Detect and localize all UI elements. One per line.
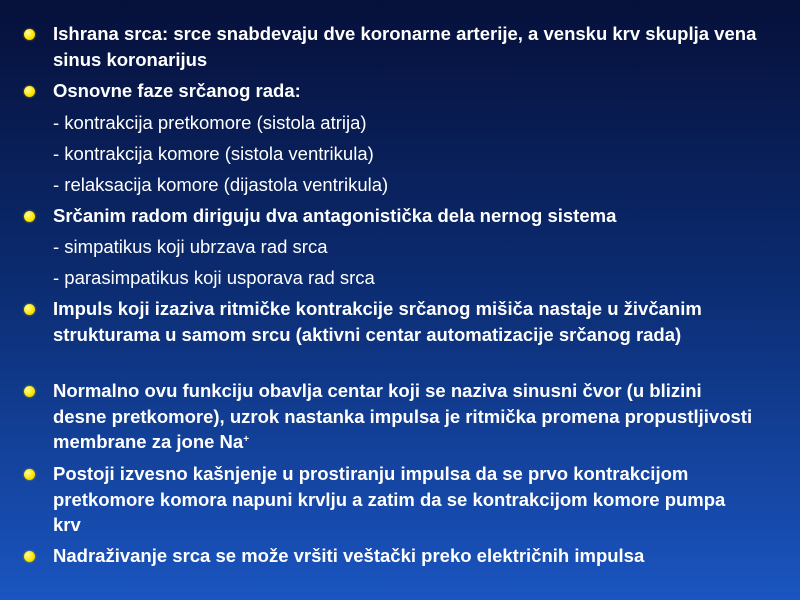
bullet-dot-icon [24,304,35,315]
bullet-dot-icon [24,551,35,562]
bullet-dot-icon [24,211,35,222]
bullet-dot-icon [24,29,35,40]
item-text: Srčanim radom diriguju dva antagonistička dela nernog sistema [53,205,617,226]
item-text: Osnovne faze srčanog rada: [53,80,301,101]
item-text: - kontrakcija pretkomore (sistola atrija) [53,112,367,133]
superscript-plus: + [243,434,250,445]
item-text: Ishrana srca: srce snabdevaju dve koronarne arterije, a vensku krv skuplja vena sinus koronarijus [53,23,757,70]
bullet-dot-icon [24,386,35,397]
item-text: - relaksacija komore (dijastola ventrikula) [53,174,389,195]
item-text: - kontrakcija komore (sistola ventrikula) [53,143,374,164]
item-text: Impuls koji izaziva ritmičke kontrakcije srčanog mišiča nastaje u živčanim strukturama u samom srcu (aktivni centar automatizacije srčanog rada) [53,298,702,345]
item-text: Postoji izvesno kašnjenje u prostiranju impulsa da se prvo kontrakcijom pretkomore komora napuni krvlju a zatim da se kontrakcijom komore pumpa krv [53,463,726,535]
item-text-main: Normalno ovu funkciju obavlja centar koji se naziva sinusni čvor (u blizini desne pretkomore), uzrok nastanka impulsa je ritmička promena propustljivosti membrane za jone Na [53,380,753,452]
item-text: Nadraživanje srca se može vršiti veštački preko električnih impulsa [53,545,645,566]
item-text [53,378,758,455]
item-text: - parasimpatikus koji usporava rad srca [53,267,375,288]
bullet-dot-icon [24,469,35,480]
item-text: - simpatikus koji ubrzava rad srca [53,236,328,257]
bullet-dot-icon [24,86,35,97]
